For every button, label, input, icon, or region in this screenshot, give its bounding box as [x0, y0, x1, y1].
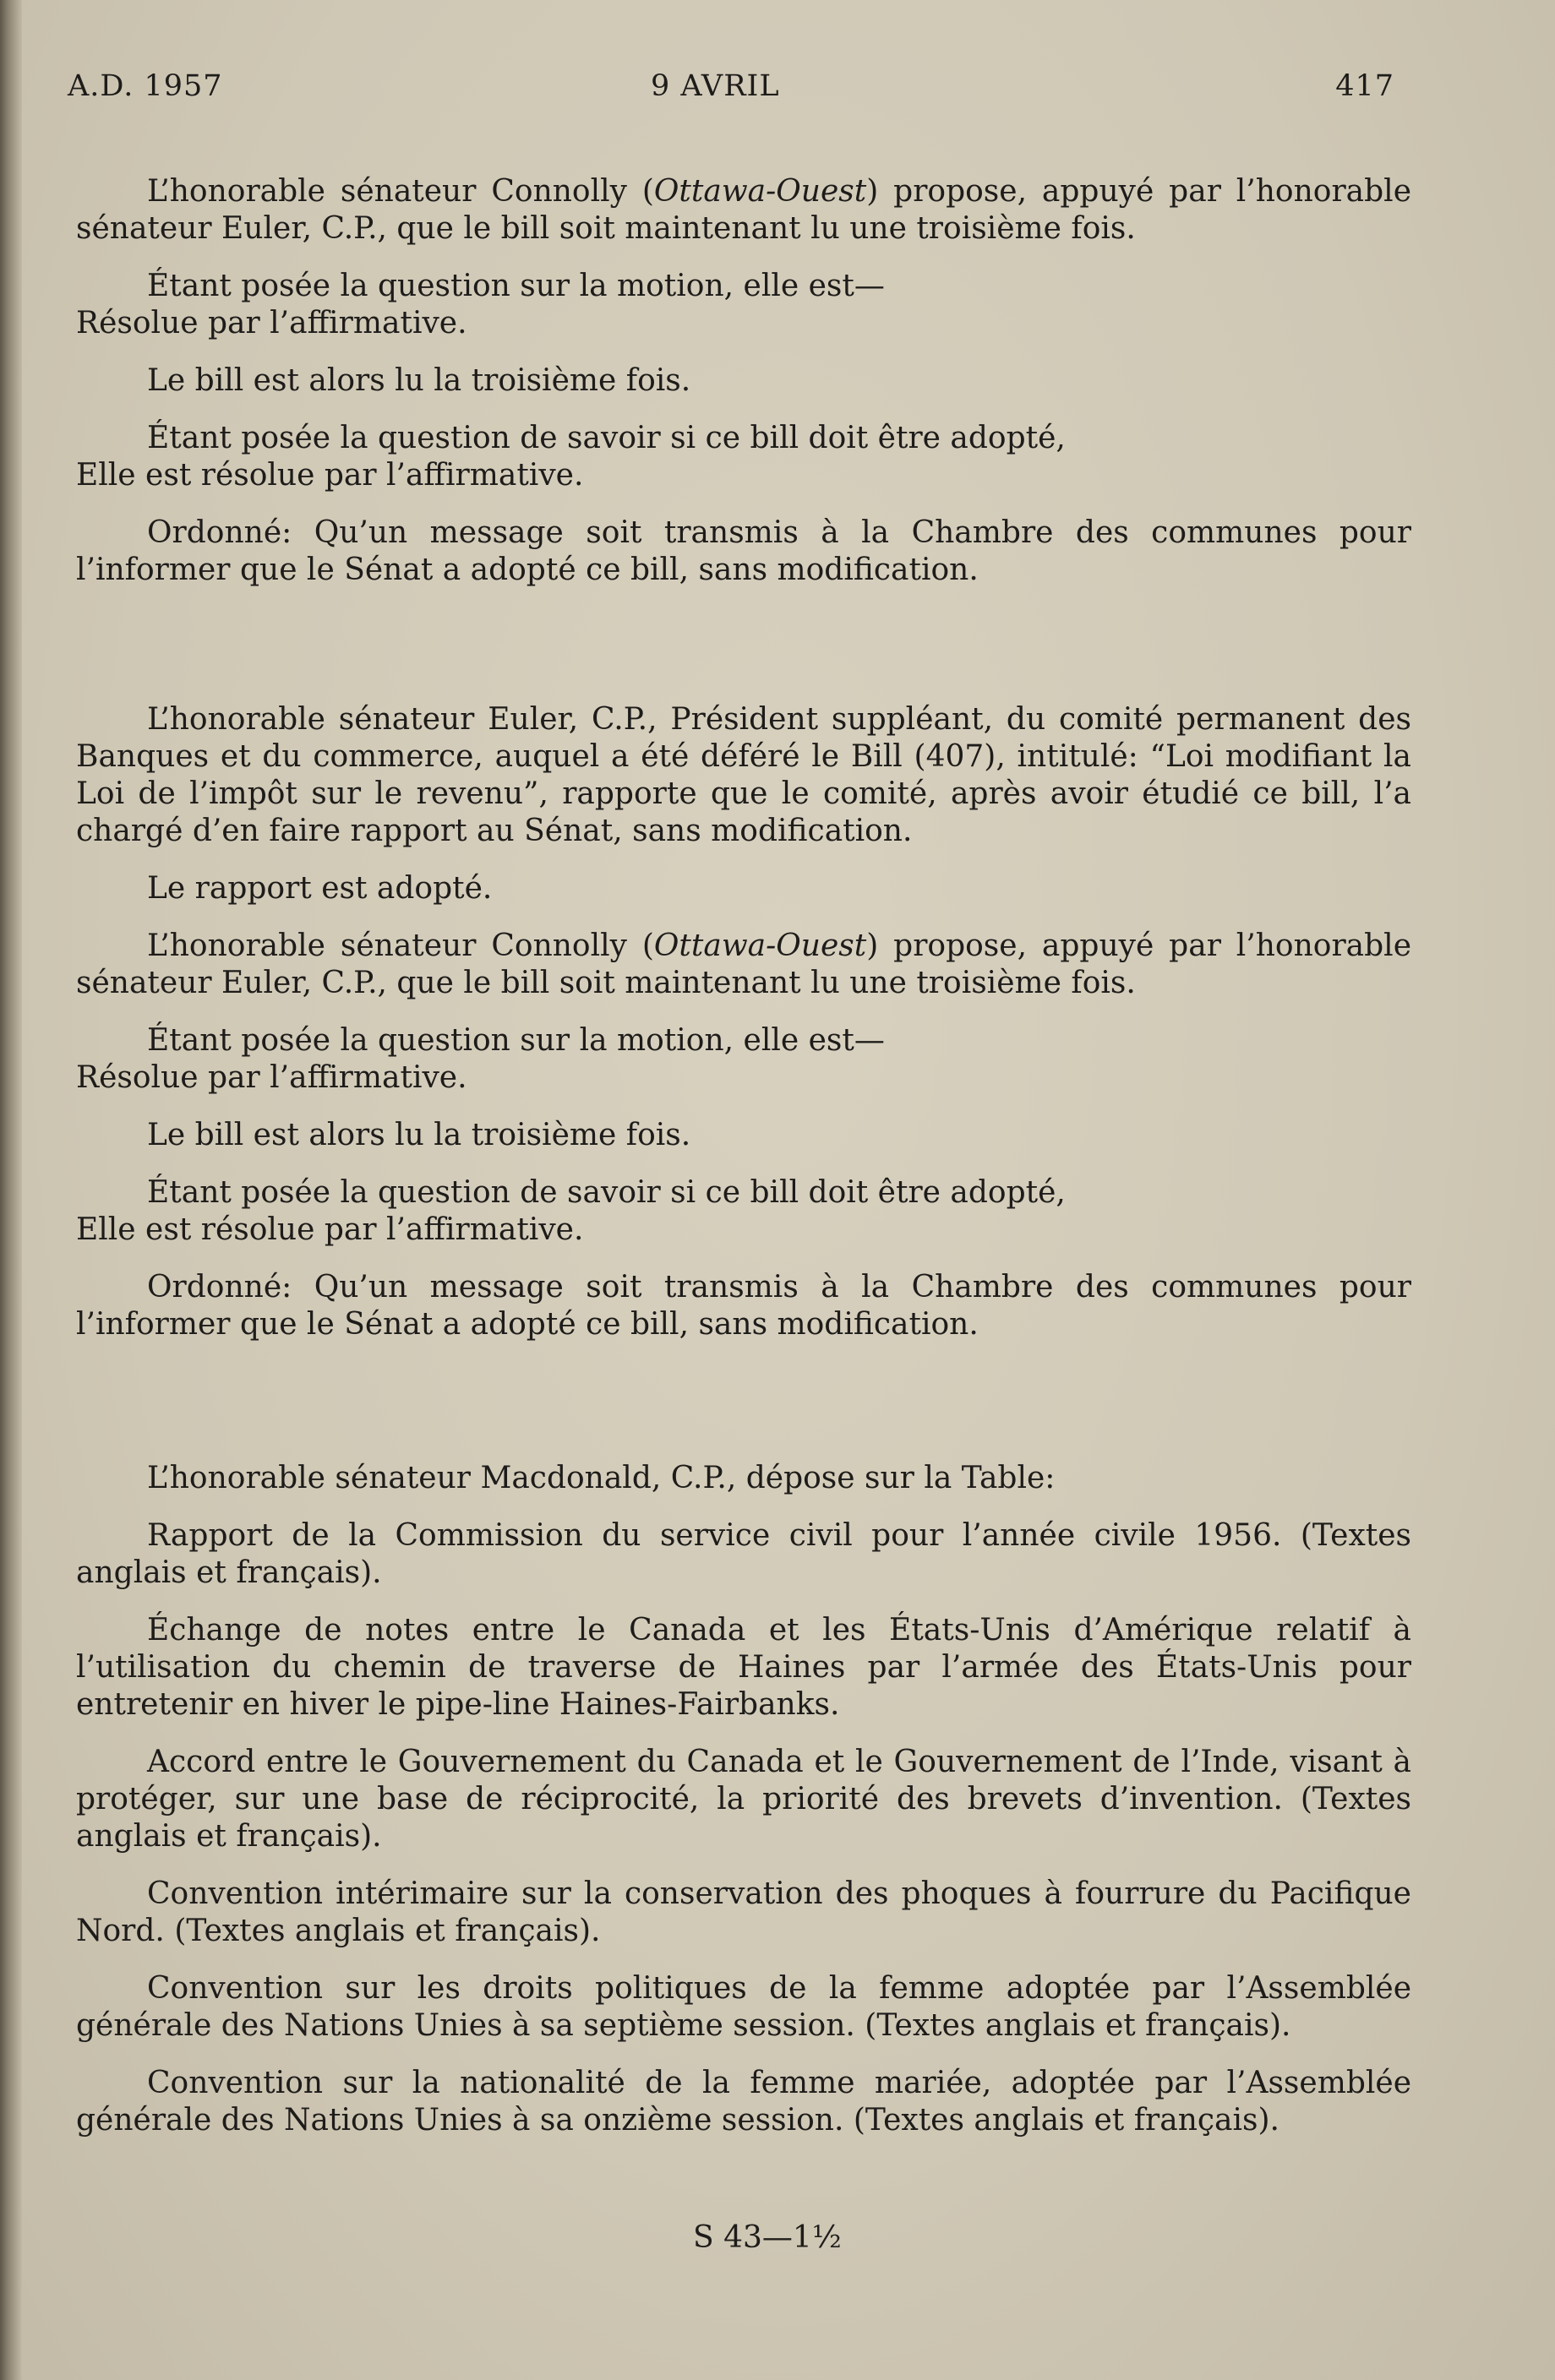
running-header	[68, 69, 1394, 112]
document-item: Échange de notes entre le Canada et les États-Unis d’Amérique relatif à l’utilisation du chemin de traverse de Haines par l’armée des États-Unis pour entretenir en hiver le pipe-line Haines-Fairbanks.	[76, 1613, 1411, 1722]
signature-mark: S 43—1½	[693, 2220, 842, 2255]
paragraph-report: L’honorable sénateur Euler, C.P., Président suppléant, du comité permanent des Banques et du commerce, auquel a été déféré le Bill (407), intitulé: “Loi modifiant la Loi de l’impôt sur le revenu”, rapporte que le comité, après avoir étudié ce bill, l’a chargé d’en faire rapport au Sénat, sans modification.	[76, 702, 1411, 848]
page-number: 417	[1335, 69, 1394, 103]
riding-name: Ottawa-Ouest	[653, 174, 867, 209]
section-documents-tabled	[76, 1460, 1411, 2159]
paragraph-tabled-intro: L’honorable sénateur Macdonald, C.P., dépose sur la Table:	[147, 1461, 1056, 1495]
paragraph-question: Étant posée la question sur la motion, elle est— Résolue par l’affirmative.	[76, 269, 885, 340]
header-date: 9 AVRIL	[651, 69, 780, 103]
paragraph-question: Étant posée la question sur la motion, elle est— Résolue par l’affirmative.	[76, 1023, 885, 1095]
document-item: Convention sur les droits politiques de la femme adoptée par l’Assemblée générale des Nations Unies à sa septième session. (Textes anglais et français).	[76, 1971, 1411, 2043]
document-item: Convention sur la nationalité de la femme mariée, adoptée par l’Assemblée générale des Nations Unies à sa onzième session. (Textes anglais et français).	[76, 2066, 1411, 2138]
paragraph-order: Ordonné: Qu’un message soit transmis à la Chambre des communes pour l’informer que le Sénat a adopté ce bill, sans modification.	[76, 515, 1411, 587]
paragraph-report-adopted: Le rapport est adopté.	[147, 871, 493, 906]
paragraph-adoption: Étant posée la question de savoir si ce bill doit être adopté, Elle est résolue par l’affirmative.	[76, 1175, 1066, 1247]
paragraph-reading: Le bill est alors lu la troisième fois.	[147, 363, 691, 398]
header-year: A.D. 1957	[68, 69, 223, 103]
paragraph-order: Ordonné: Qu’un message soit transmis à la Chambre des communes pour l’informer que le Sénat a adopté ce bill, sans modification.	[76, 1270, 1411, 1342]
section-committee-report	[76, 701, 1411, 1364]
paragraph-motion: L’honorable sénateur Connolly (Ottawa-Ouest) propose, appuyé par l’honorable sénateur Euler, C.P., que le bill soit maintenant lu une troisième fois.	[76, 174, 1412, 246]
document-item: Rapport de la Commission du service civil pour l’année civile 1956. (Textes anglais et français).	[76, 1518, 1411, 1590]
document-item: Accord entre le Gouvernement du Canada et le Gouvernement de l’Inde, visant à protéger, sur une base de réciprocité, la priorité des brevets d’invention. (Textes anglais et français).	[76, 1745, 1411, 1854]
paragraph-motion: L’honorable sénateur Connolly (Ottawa-Ouest) propose, appuyé par l’honorable sénateur Euler, C.P., que le bill soit maintenant lu une troisième fois.	[76, 929, 1412, 1000]
section-first-bill	[76, 173, 1411, 609]
document-item: Convention intérimaire sur la conservation des phoques à fourrure du Pacifique Nord. (Textes anglais et français).	[76, 1876, 1411, 1948]
paragraph-adoption: Étant posée la question de savoir si ce bill doit être adopté, Elle est résolue par l’affirmative.	[76, 421, 1066, 493]
book-spine	[0, 0, 22, 2380]
riding-name: Ottawa-Ouest	[653, 929, 867, 963]
paragraph-reading: Le bill est alors lu la troisième fois.	[147, 1118, 691, 1152]
